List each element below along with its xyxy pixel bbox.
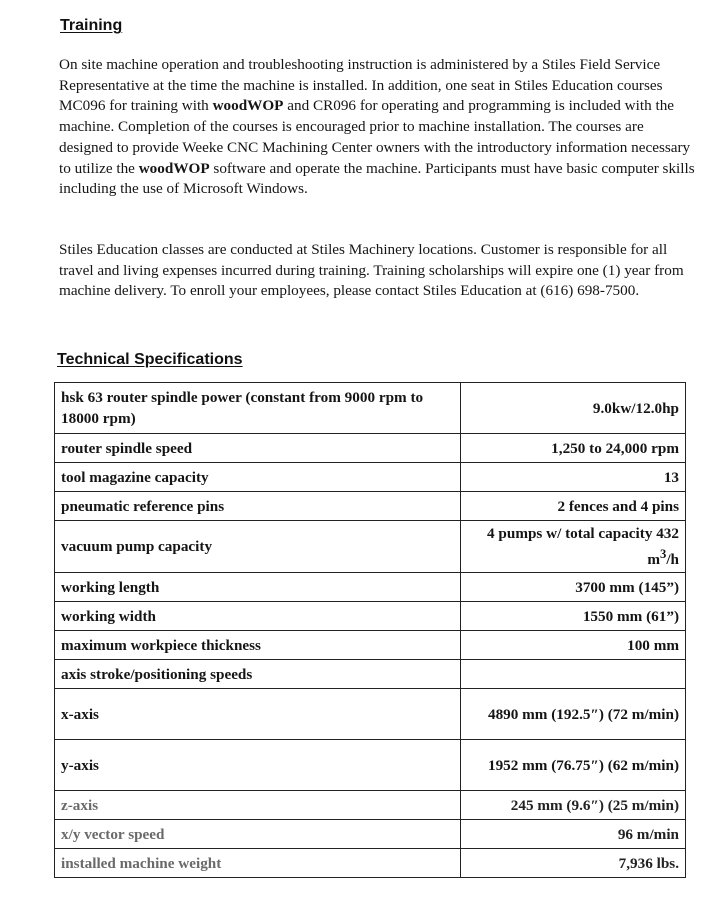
- table-row: [55, 602, 686, 631]
- specs-table: [54, 382, 686, 878]
- spec-value: 1,250 to 24,000 rpm: [461, 434, 686, 463]
- table-row: [55, 434, 686, 463]
- spec-label: working length: [55, 573, 461, 602]
- spec-value: 3700 mm (145”): [461, 573, 686, 602]
- spec-value: 96 m/min: [461, 820, 686, 849]
- table-row: [55, 660, 686, 689]
- table-row: [55, 521, 686, 573]
- spec-value: 13: [461, 463, 686, 492]
- spec-value: [461, 660, 686, 689]
- spec-value: 7,936 lbs.: [461, 849, 686, 878]
- spec-label: installed machine weight: [55, 849, 461, 878]
- spec-value: 9.0kw/12.0hp: [461, 383, 686, 434]
- table-row: [55, 573, 686, 602]
- spec-label: pneumatic reference pins: [55, 492, 461, 521]
- spec-label: axis stroke/positioning speeds: [55, 660, 461, 689]
- table-row: [55, 631, 686, 660]
- spec-label: router spindle speed: [55, 434, 461, 463]
- woodwop-bold: woodWOP: [138, 159, 210, 177]
- table-row: [55, 689, 686, 740]
- spec-value: 1952 mm (76.75″) (62 m/min): [461, 740, 686, 791]
- spec-label: maximum workpiece thickness: [55, 631, 461, 660]
- training-paragraph-2: Stiles Education classes are conducted at Stiles Machinery locations. Customer is responsible for all travel and living expenses incurred during training. Training scholarships will expire one (1) year from machine delivery. To enroll your employees, please contact Stiles Education at (616) 698-7500.: [59, 241, 684, 300]
- spec-value: 100 mm: [461, 631, 686, 660]
- table-row: [55, 463, 686, 492]
- table-row: [55, 849, 686, 878]
- spec-label: x-axis: [55, 689, 461, 740]
- spec-value: 245 mm (9.6″) (25 m/min): [461, 791, 686, 820]
- spec-label: hsk 63 router spindle power (constant from 9000 rpm to 18000 rpm): [55, 383, 461, 434]
- spec-label: z-axis: [55, 791, 461, 820]
- spec-value: 4890 mm (192.5″) (72 m/min): [461, 689, 686, 740]
- spec-value: 2 fences and 4 pins: [461, 492, 686, 521]
- spec-value: 4 pumps w/ total capacity 432 $m^3/h$: [461, 521, 686, 573]
- table-row: [55, 492, 686, 521]
- training-paragraph-1: On site machine operation and troubleshooting instruction is administered by a Stiles Field Service Representative at the time the machine is installed. In addition, one seat in Stiles Education courses MC096 for training with woodWOP and CR096 for operating and programming is included with the machine. Completion of the courses is encouraged prior to machine installation. The courses are designed to provide Weeke CNC Machining Center owners with the introductory information necessary to utilize the woodWOP software and operate the machine. Participants must have basic computer skills including the use of Microsoft Windows.: [59, 56, 695, 198]
- woodwop-bold: woodWOP: [212, 97, 284, 115]
- spec-label: working width: [55, 602, 461, 631]
- specs-heading: Technical Specifications: [57, 351, 243, 368]
- table-row: [55, 791, 686, 820]
- training-heading: Training: [60, 17, 123, 34]
- spec-label: x/y vector speed: [55, 820, 461, 849]
- spec-label: y-axis: [55, 740, 461, 791]
- spec-label: tool magazine capacity: [55, 463, 461, 492]
- table-row: [55, 820, 686, 849]
- table-row: [55, 383, 686, 434]
- spec-value: 1550 mm (61”): [461, 602, 686, 631]
- spec-label: vacuum pump capacity: [55, 521, 461, 573]
- table-row: [55, 740, 686, 791]
